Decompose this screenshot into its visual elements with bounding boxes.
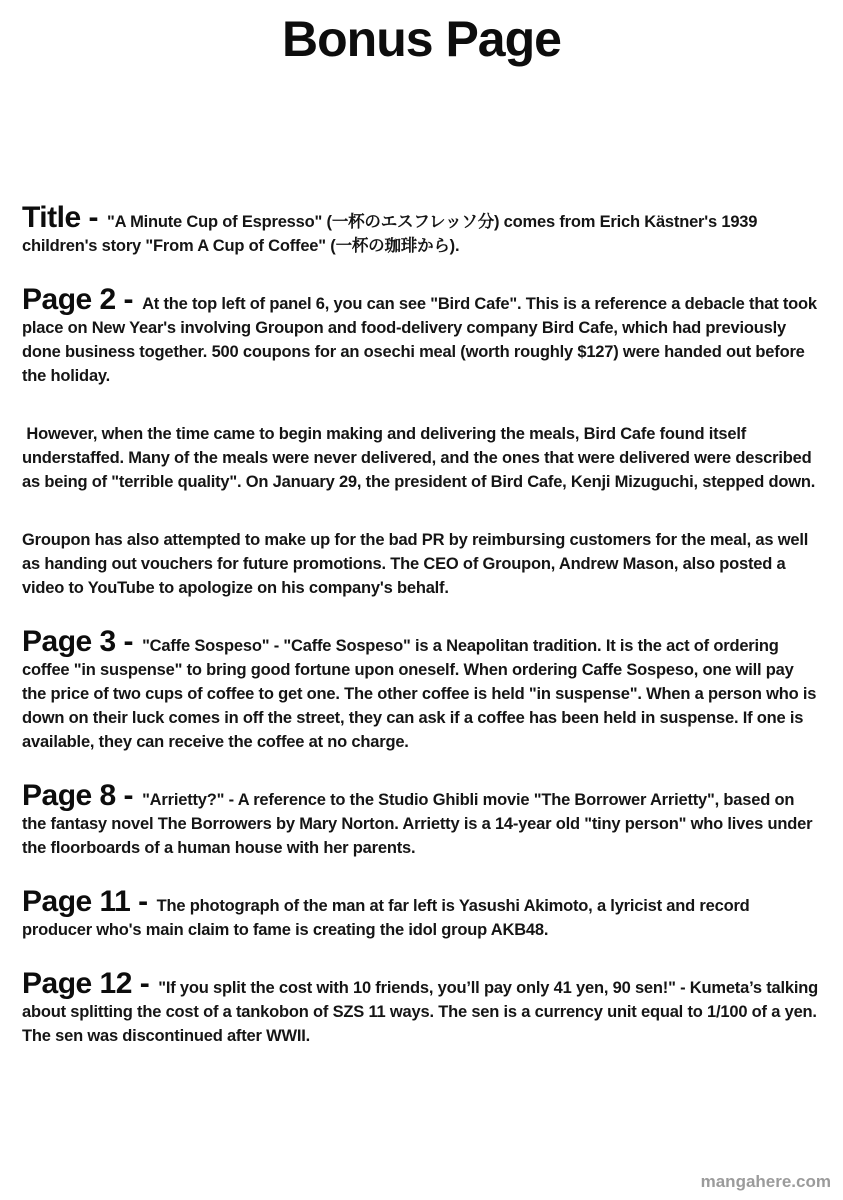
section-page-2-note <box>22 283 822 388</box>
section-text: However, when the time came to begin making and delivering the meals, Bird Cafe found itself understaffed. Many of the meals were never delivered, and the ones that were delivered were described as being of "terrible quality". On January 29, the president of Bird Cafe, Kenji Mizuguchi, stepped down. <box>22 425 816 491</box>
section-text: "Arrietty?" - A reference to the Studio Ghibli movie "The Borrower Arrietty", based on the fantasy novel The Borrowers by Mary Norton. Arrietty is a 14-year old "tiny person" who lives under the floorboards of a human house with her parents. <box>22 791 817 857</box>
section-text: "A Minute Cup of Espresso" (一杯のエスフレッソ分) comes from Erich Kästner's 1939 children's story "From A Cup of Coffee" (一杯の珈琲から). <box>22 213 762 255</box>
section-text: "Caffe Sospeso" - "Caffe Sospeso" is a Neapolitan tradition. It is the act of ordering coffee "in suspense" to bring good fortune upon oneself. When ordering Caffe Sospeso, one will pay the price of two cups of coffee to get one. The other coffee is held "in suspense". When a person who is down on their luck comes in off the street, they can ask if a coffee has been held in suspense. If one is available, they can receive the coffee at no charge. <box>22 637 821 751</box>
section-title-note <box>22 201 821 258</box>
section-page-12-note <box>22 967 823 1048</box>
section-label: Page 8 - <box>22 779 134 812</box>
section-text: At the top left of panel 6, you can see "Bird Cafe". This is a reference a debacle that took place on New Year's involving Groupon and food-delivery company Bird Cafe, which had previously done business together. 500 coupons for an osechi meal (worth roughly $127) were handed out before the holiday. <box>22 295 822 385</box>
section-label: Page 3 - <box>22 625 134 658</box>
section-page-3-note <box>22 625 821 754</box>
section-label: Page 12 - <box>22 967 150 1000</box>
section-text: "If you split the cost with 10 friends, you’ll pay only 41 yen, 90 sen!" - Kumeta’s talking about splitting the cost of a tankobon of SZS 11 ways. The sen is a currency unit equal to 1/100 of a yen. The sen was discontinued after WWII. <box>22 979 823 1045</box>
section-page-11-note <box>22 885 821 942</box>
section-text: The photograph of the man at far left is Yasushi Akimoto, a lyricist and record producer who's main claim to fame is creating the idol group AKB48. <box>22 897 754 939</box>
notes-content <box>0 201 843 1048</box>
section-page-2-groupon <box>22 524 821 600</box>
section-label: Page 2 - <box>22 283 134 316</box>
section-page-2-continued <box>22 418 821 494</box>
section-label: Page 11 - <box>22 885 148 918</box>
section-page-8-note <box>22 779 821 860</box>
page-title: Bonus Page <box>282 11 561 67</box>
section-label: Title - <box>22 201 98 234</box>
watermark: mangahere.com <box>700 1172 831 1191</box>
section-text: Groupon has also attempted to make up for the bad PR by reimbursing customers for the meal, as well as handing out vouchers for future promotions. The CEO of Groupon, Andrew Mason, also posted a video to YouTube to apologize on his company's behalf. <box>22 531 813 597</box>
